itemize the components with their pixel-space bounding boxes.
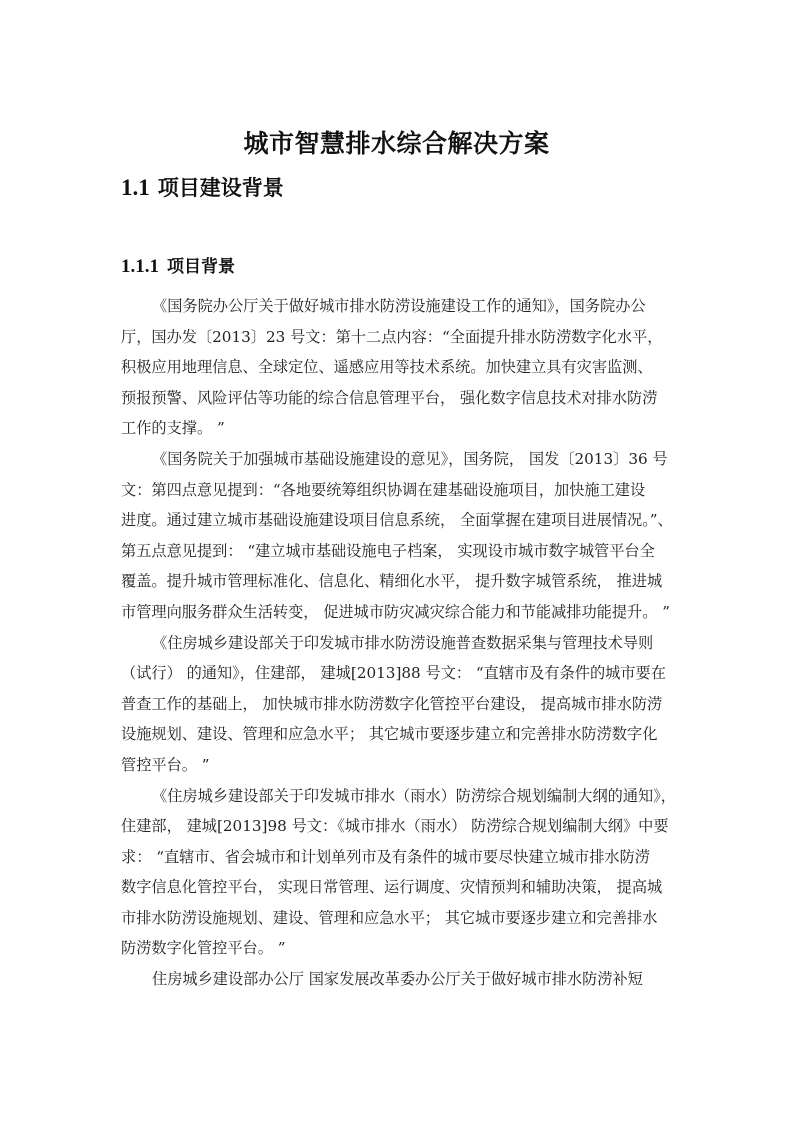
paragraph-line: 市排水防涝设施规划、建设、管理和应急水平； 其它城市要逐步建立和完善排水	[121, 908, 658, 927]
section-heading	[121, 172, 284, 202]
body-text	[121, 291, 681, 995]
paragraph-line: 数字信息化管控平台， 实现日常管理、运行调度、灾情预判和辅助决策， 提高城	[121, 878, 663, 897]
paragraph-line: 普查工作的基础上， 加快城市排水防涝数字化管控平台建设， 提高城市排水防涝	[121, 694, 663, 713]
paragraph-line: 预报预警、风险评估等功能的综合信息管理平台， 强化数字信息技术对排水防涝	[121, 388, 658, 407]
paragraph-line: 覆盖。提升城市管理标准化、信息化、精细化水平， 提升数字城管系统， 推进城	[121, 572, 663, 591]
paragraph-line: 设施规划、建设、管理和应急水平； 其它城市要逐步建立和完善排水防涝数字化	[121, 725, 658, 744]
paragraph-line: 求： “直辖市、省会城市和计划单列市及有条件的城市要尽快建立城市排水防涝	[121, 847, 650, 866]
paragraph-line: 市管理向服务群众生活转变， 促进城市防灾减灾综合能力和节能减排功能提升。 ”	[121, 602, 670, 621]
section-number: 1.1	[121, 175, 150, 200]
paragraph-line: 住房城乡建设部办公厅 国家发展改革委办公厅关于做好城市排水防涝补短	[152, 970, 643, 989]
document-title: 城市智慧排水综合解决方案	[243, 129, 550, 158]
paragraph-2	[121, 444, 681, 628]
paragraph-line: 《住房城乡建设部关于印发城市排水（雨水）防涝综合规划编制大纲的通知》，	[152, 786, 676, 805]
paragraph-line: 住建部， 建城[2013]98 号文：《城市排水（雨水） 防涝综合规划编制大纲》中要	[121, 817, 669, 836]
paragraph-line: 《国务院关于加强城市基础设施建设的意见》，国务院， 国发〔2013〕36 号	[152, 449, 668, 468]
subsection-label: 项目背景	[167, 257, 235, 277]
paragraph-1	[121, 291, 681, 444]
paragraph-line: 《国务院办公厅关于做好城市排水防涝设施建设工作的通知》，国务院办公	[152, 297, 646, 315]
paragraph-line: （试行） 的通知》，住建部， 建城[2013]88 号文： “直辖市及有条件的城市要在	[121, 664, 666, 683]
paragraph-line: 进度。通过建立城市基础设施建设项目信息系统， 全面掌握在建项目进展情况。”、	[121, 511, 673, 530]
paragraph-5	[121, 964, 681, 995]
section-label: 项目建设背景	[157, 176, 284, 200]
paragraph-line: 防涝数字化管控平台。 ”	[121, 939, 286, 958]
paragraph-line: 工作的支撑。 ”	[121, 419, 225, 438]
paragraph-line: 厅，国办发〔2013〕23 号文：第十二点内容：“全面提升排水防涝数字化水平，	[121, 327, 663, 346]
paragraph-line: 文：第四点意见提到：“各地要统筹组织协调在建基础设施项目，加快施工建设	[121, 480, 646, 499]
paragraph-3	[121, 628, 681, 781]
paragraph-line: 《住房城乡建设部关于印发城市排水防涝设施普查数据采集与管理技术导则	[152, 633, 654, 652]
paragraph-line: 管控平台。 ”	[121, 755, 210, 774]
subsection-heading	[121, 252, 235, 278]
paragraph-4	[121, 781, 681, 965]
subsection-number: 1.1.1	[121, 256, 159, 277]
paragraph-line: 第五点意见提到： “建立城市基础设施电子档案， 实现设市城市数字城管平台全	[121, 541, 655, 560]
paragraph-line: 积极应用地理信息、全球定位、遥感应用等技术系统。加快建立具有灾害监测、	[121, 358, 653, 377]
